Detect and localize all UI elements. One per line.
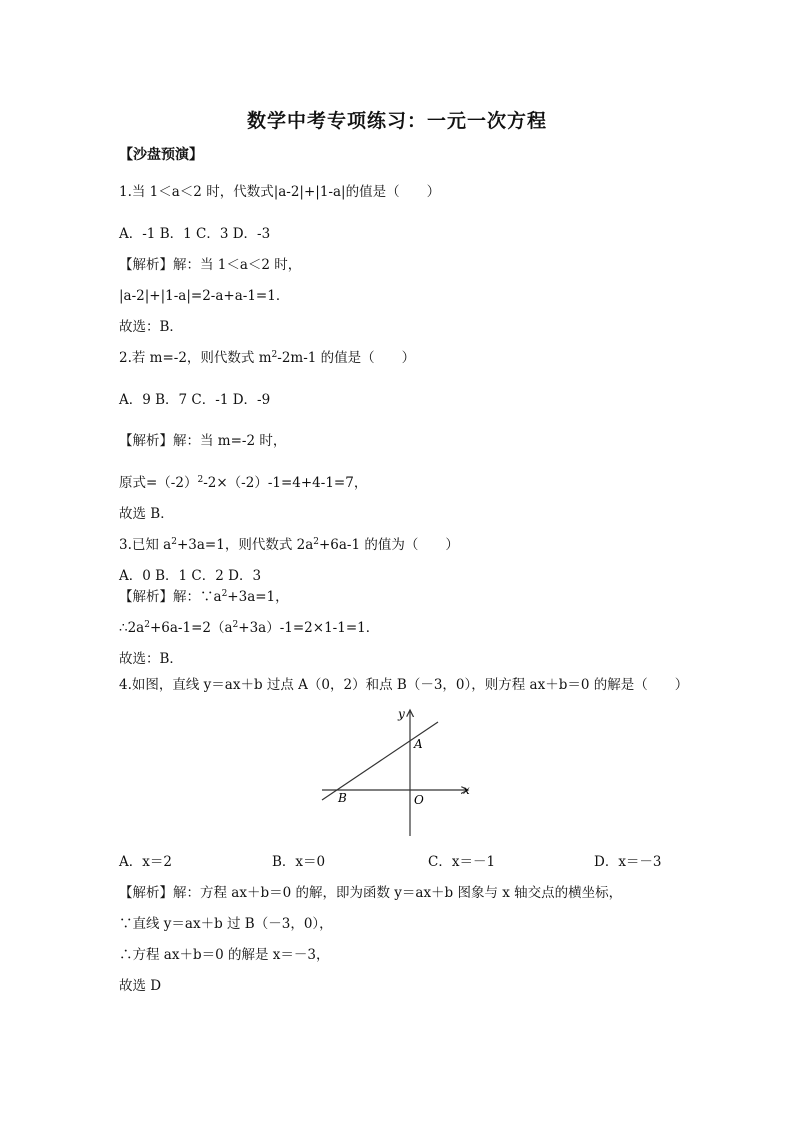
question-4-analysis: 【解析】解：方程 ax＋b＝0 的解，即为函数 y＝ax＋b 图象与 x 轴交点的横坐标， [119,885,623,901]
question-4-option-a: A．x＝2 [119,854,172,870]
question-3-answer: 故选：B． [119,651,183,667]
question-4-answer: 故选 D [119,978,162,994]
point-a-label: A [414,737,423,751]
question-2-analysis: 【解析】解：当 m=-2 时， [119,433,287,449]
question-4-option-c: C．x＝－1 [428,854,496,870]
question-2: 2.若 m=-2，则代数式 $m^2-2m-1$ 的值是（ ） [119,350,416,366]
question-4-step-2: ∴方程 ax＋b＝0 的解是 x＝－3， [119,947,330,963]
question-3: 3.已知 $a^2+3a=1$，则代数式 $2a^2+6a-1$ 的值为（ ） [119,537,459,553]
question-4-option-b: B．x＝0 [272,854,326,870]
question-2-options: A．9 B．7 C．-1 D．-9 [119,392,271,408]
question-3-options: A．0 B．1 C．2 D．3 [119,568,262,584]
x-axis-label: x [463,783,470,797]
point-b-label: B [338,791,347,805]
question-3-step: $\therefore 2a^2+6a-1=2(a^2+3a)-1=2\times 1-1=1$． [119,620,380,636]
question-2-step: 原式$=(-2)^2-2\times(-2)-1=4+4-1=7$， [119,475,368,491]
origin-label: O [414,793,424,807]
y-axis-label: y [398,707,405,721]
section-heading: 【沙盘预演】 [119,147,203,163]
question-1-step: |a-2|+|1-a|=2-a+a-1=1． [119,288,290,304]
question-1: 1.当 1＜a＜2 时，代数式|a-2|+|1-a|的值是（ ） [119,184,441,200]
question-1-answer: 故选：B． [119,319,183,335]
question-4-step-1: ∵直线 y＝ax＋b 过 B（－3，0）， [119,916,333,932]
question-2-answer: 故选 B． [119,506,174,522]
page-title: 数学中考专项练习：一元一次方程 [246,110,547,132]
question-3-analysis: 【解析】解：$\because a^2+3a=1$， [119,589,289,605]
question-1-options: A．-1 B．1 C．3 D．-3 [119,226,271,242]
question-1-analysis: 【解析】解：当 1＜a＜2 时， [119,257,302,273]
graph-line [322,722,438,800]
question-4-option-d: D．x＝－3 [594,854,662,870]
question-4: 4.如图，直线 y＝ax＋b 过点 A（0，2）和点 B（－3，0），则方程 ax＋b＝0 的解是（ ） [119,677,689,693]
line-graph-figure [318,704,474,838]
